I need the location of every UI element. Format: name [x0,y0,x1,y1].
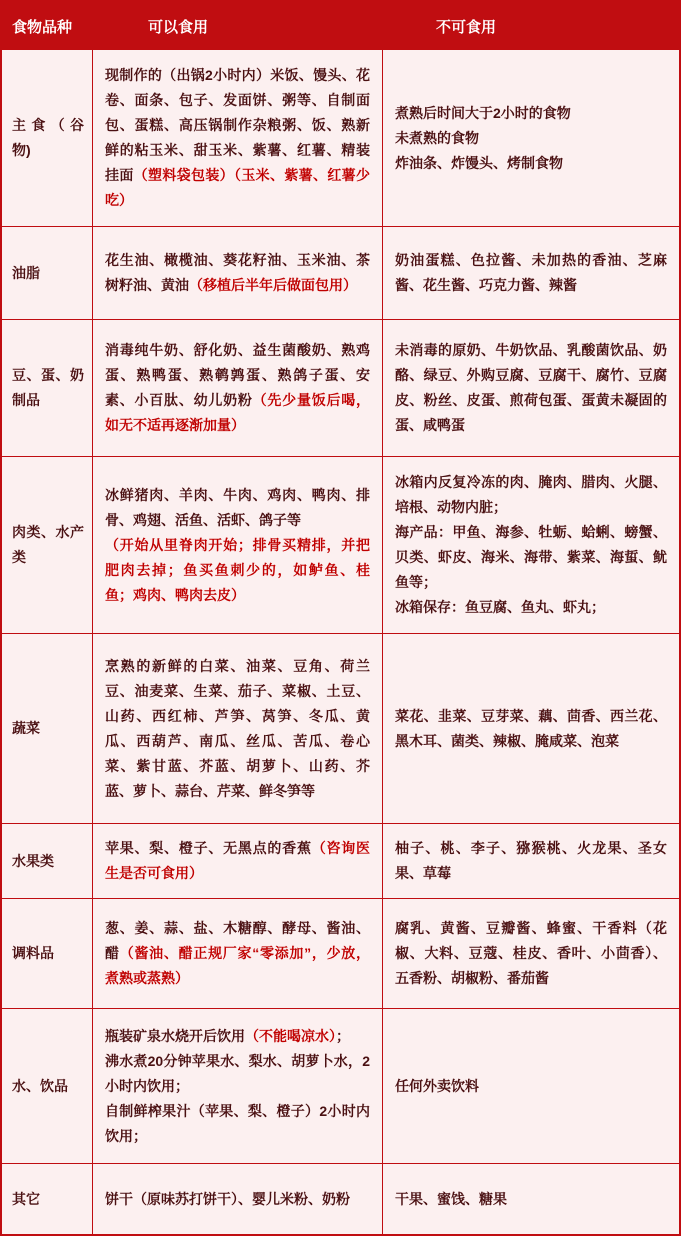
header-food-type: 食物品种 [12,18,73,36]
cell-paragraph [395,248,667,298]
forbidden-cell [383,50,679,226]
forbidden-cell [383,899,679,1008]
table-row [2,50,679,227]
forbidden-cell [383,1009,679,1163]
body-text: 冰鲜猪肉、羊肉、牛肉、鸡肉、鸭肉、排骨、鸡翅、活鱼、活虾、鸽子等 [105,486,370,528]
body-text: ； [336,1027,350,1044]
body-text: 水果类 [12,852,54,869]
cell-paragraph [395,126,667,151]
body-text: 瓶装矿泉水烧开后饮用 [105,1027,245,1044]
body-text: 水、饮品 [12,1077,68,1094]
cell-paragraph [395,151,667,176]
cell-paragraph [105,916,370,991]
cell-paragraph [395,338,667,438]
body-text: 腐乳、黄酱、豆瓣酱、蜂蜜、干香料（花椒、大料、豆蔻、桂皮、香叶、小茴香）、五香粉、胡椒粉、番茄酱 [395,920,667,986]
category-cell [2,457,93,633]
forbidden-cell [383,320,679,456]
category-cell [2,899,93,1008]
cell-paragraph [105,533,370,608]
cell-paragraph [395,470,667,520]
body-text: 柚子、桃、李子、猕猴桃、火龙果、圣女果、草莓 [395,840,667,881]
cell-paragraph [105,1049,370,1099]
header-allowed: 可以食用 [148,18,209,36]
forbidden-cell [383,227,679,319]
cell-paragraph [12,520,84,570]
note-text: （酱油、醋正规厂家“零添加”，少放，煮熟或蒸熟） [105,945,371,986]
note-text: （开始从里脊肉开始；排骨买精排，并把肥肉去掉；鱼买鱼刺少的，如鲈鱼、桂鱼；鸡肉、鸭肉去皮） [105,536,370,603]
table-row [2,824,679,899]
forbidden-cell [383,1164,679,1234]
note-text: （不能喝凉水） [245,1027,336,1044]
table-header [2,2,679,50]
cell-paragraph [12,716,84,741]
table-row [2,634,679,824]
table-body [2,50,679,1234]
body-text: 蔬菜 [12,720,40,736]
cell-paragraph [395,101,667,126]
cell-paragraph [395,916,667,991]
cell-paragraph [12,1074,84,1099]
allowed-cell [93,320,383,456]
body-text: 菜花、韭菜、豆芽菜、藕、茴香、西兰花、黑木耳、菌类、辣椒、腌咸菜、泡菜 [395,707,667,749]
body-text: 苹果、梨、橙子、无黑点的香蕉 [105,840,312,856]
body-text: 奶油蛋糕、色拉酱、未加热的香油、芝麻酱、花生酱、巧克力酱、辣酱 [395,252,667,293]
body-text: 任何外卖饮料 [395,1077,479,1094]
body-text: 烹熟的新鲜的白菜、油菜、豆角、荷兰豆、油麦菜、生菜、茄子、菜椒、土豆、山药、西红柿、芦笋、莴笋、冬瓜、黄瓜、西葫芦、南瓜、丝瓜、苦瓜、卷心菜、紫甘蓝、芥蓝、胡萝卜、山药、芥蓝、萝卜、蒜台、芹菜、鲜冬笋等 [105,657,370,799]
category-cell [2,634,93,823]
body-text: 煮熟后时间大于2小时的食物 [395,104,571,121]
body-text: 豆、蛋、奶制品 [12,367,84,408]
cell-paragraph [105,1187,370,1212]
cell-paragraph [105,1099,370,1149]
cell-paragraph [12,1187,84,1212]
table-row [2,227,679,320]
table-row [2,1164,679,1234]
body-text: 自制鲜榨果汁（苹果、梨、橙子）2小时内饮用； [105,1102,370,1144]
cell-paragraph [395,704,667,754]
body-text: 冰箱保存：鱼豆腐、鱼丸、虾丸； [395,599,605,615]
category-cell [2,320,93,456]
body-text: 未消毒的原奶、牛奶饮品、乳酸菌饮品、奶酪、绿豆、外购豆腐、豆腐干、腐竹、豆腐皮、粉丝、皮蛋、煎荷包蛋、蛋黄未凝固的蛋、咸鸭蛋 [395,342,667,433]
body-text: 沸水煮20分钟苹果水、梨水、胡萝卜水，2小时内饮用； [105,1052,370,1094]
forbidden-cell [383,634,679,823]
table-row [2,320,679,457]
category-cell [2,824,93,898]
allowed-cell [93,457,383,633]
cell-paragraph [105,483,370,533]
body-text: 花生油、橄榄油、葵花籽油、玉米油、茶树籽油、黄油 [105,252,370,293]
allowed-cell [93,634,383,823]
allowed-cell [93,824,383,898]
body-text: 未煮熟的食物 [395,129,479,146]
header-forbidden: 不可食用 [436,18,497,36]
cell-paragraph [12,113,84,163]
allowed-cell [93,50,383,226]
body-text: 饼干（原味苏打饼干）、婴儿米粉、奶粉 [105,1190,350,1207]
body-text: 现制作的（出锅2小时内）米饭、馒头、花卷、面条、包子、发面饼、粥等、自制面包、蛋糕、高压锅制作杂粮粥、饭、熟新鲜的粘玉米、甜玉米、紫薯、红薯、精装挂面 [105,67,370,183]
cell-paragraph [105,1024,370,1049]
body-text: 调料品 [12,945,54,961]
cell-paragraph [395,836,667,886]
category-cell [2,1164,93,1234]
cell-paragraph [105,654,370,804]
allowed-cell [93,899,383,1008]
body-text: 冰箱内反复冷冻的肉、腌肉、腊肉、火腿、培根、动物内脏； [395,474,667,515]
allowed-cell [93,227,383,319]
body-text: 主食（谷物) [12,117,84,158]
cell-paragraph [395,1187,667,1212]
cell-paragraph [12,363,84,413]
category-cell [2,1009,93,1163]
body-text: 海产品：甲鱼、海参、牡蛎、蛤蜊、螃蟹、贝类、虾皮、海米、海带、紫菜、海蜇、鱿鱼等； [395,524,667,590]
cell-paragraph [395,595,667,620]
body-text: 干果、蜜饯、糖果 [395,1190,507,1207]
allowed-cell [93,1164,383,1234]
cell-paragraph [105,338,370,438]
table-row [2,1009,679,1164]
cell-paragraph [105,836,370,886]
cell-paragraph [12,849,84,874]
allowed-cell [93,1009,383,1163]
body-text: 炸油条、炸馒头、烤制食物 [395,154,563,171]
category-cell [2,227,93,319]
category-cell [2,50,93,226]
cell-paragraph [395,1074,667,1099]
cell-paragraph [12,261,84,286]
note-text: （先少量饭后喝，如无不适再逐渐加量） [105,392,371,433]
cell-paragraph [12,941,84,966]
body-text: 消毒纯牛奶、舒化奶、益生菌酸奶、熟鸡蛋、熟鸭蛋、熟鹌鹑蛋、熟鸽子蛋、安素、小百肽、幼儿奶粉 [105,342,370,408]
body-text: 油脂 [12,264,40,281]
forbidden-cell [383,824,679,898]
cell-paragraph [105,63,370,213]
body-text: 其它 [12,1190,40,1207]
cell-paragraph [105,248,370,298]
body-text: 肉类、水产类 [12,524,84,565]
body-text: 葱、姜、蒜、盐、木糖醇、酵母、酱油、醋 [105,920,370,961]
forbidden-cell [383,457,679,633]
cell-paragraph [395,520,667,595]
note-text: （移植后半年后做面包用） [189,277,357,293]
note-text: （咨询医生是否可食用） [105,840,371,881]
table-row [2,457,679,634]
note-text: （塑料袋包装）（玉米、紫薯、红薯少吃） [105,167,371,208]
table-row [2,899,679,1009]
